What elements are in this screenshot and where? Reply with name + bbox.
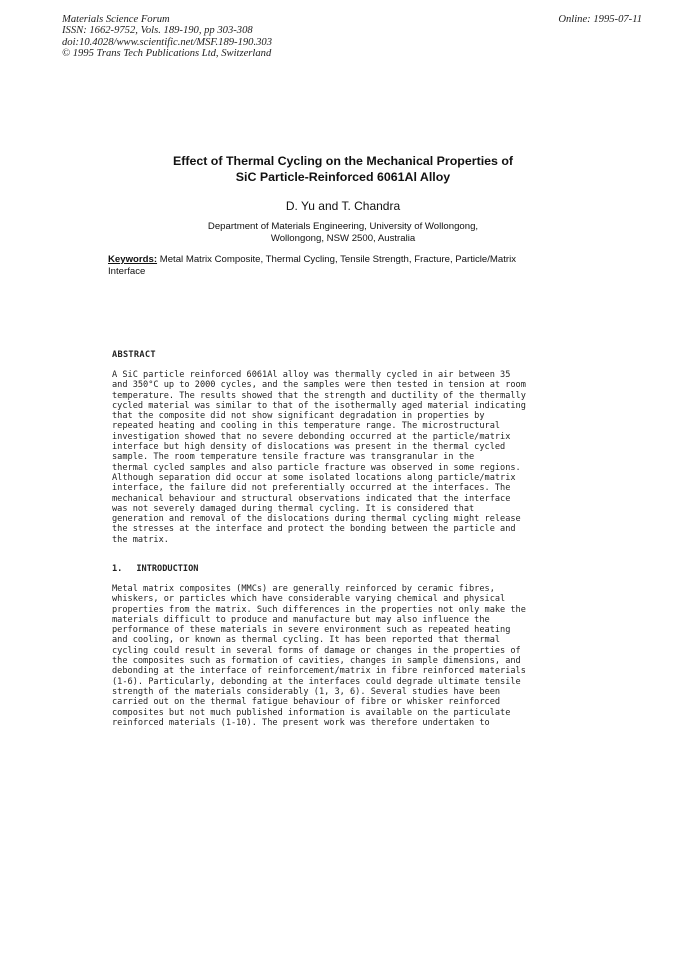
text-line: and 350°C up to 2000 cycles, and the samples were then tested in tension at room <box>112 380 526 391</box>
title-line: Effect of Thermal Cycling on the Mechanical Properties of <box>172 154 514 168</box>
text-line: repeated heating and cooling in this temperature range. The microstructural <box>112 421 501 432</box>
abstract-body <box>112 370 559 545</box>
section-number: 1. <box>112 564 123 574</box>
keywords-line: Interface <box>108 266 146 278</box>
text-line: the composites such as formation of cavities, changes in sample dimensions, and <box>112 656 521 667</box>
title-block <box>108 153 578 245</box>
title-line: SiC Particle-Reinforced 6061Al Alloy <box>235 170 451 184</box>
text-line: A SiC particle reinforced 6061Al alloy was thermally cycled in air between 35 <box>112 370 511 380</box>
authors: D. Yu and T. Chandra <box>285 199 401 213</box>
text-line: was not severely damaged during thermal cycling. It is considered that <box>112 503 475 514</box>
affiliation-line: Wollongong, NSW 2500, Australia <box>270 233 416 244</box>
keywords <box>108 254 560 279</box>
keywords-label: Keywords: <box>108 254 158 265</box>
text-line: (1-6). Particularly, debonding at the interfaces could degrade ultimate tensile <box>112 676 521 687</box>
text-line: debonding at the interface of reinforcement/matrix in fibre reinforced materials <box>112 666 526 677</box>
text-line: strength of the materials considerably (1, 3, 6). Several studies have been <box>112 686 501 697</box>
journal-name: Materials Science Forum <box>62 14 170 25</box>
text-line: temperature. The results showed that the strength and ductility of the thermally <box>112 390 526 401</box>
text-line: interface, the failure did not preferentially occurred at the interfaces. The <box>112 483 511 494</box>
text-line: whiskers, or particles which have considerable varying chemical and physical <box>112 594 506 605</box>
affiliation-line: Department of Materials Engineering, University of Wollongong, <box>207 221 479 232</box>
text-line: the stresses at the interface and protect the bonding between the particle and <box>112 524 516 535</box>
issn-line: ISSN: 1662-9752, Vols. 189-190, pp 303-308 <box>62 25 253 37</box>
text-line: investigation showed that no severe debonding occurred at the particle/matrix <box>112 431 511 442</box>
text-line: cycling could result in several forms of damage or changes in the properties of <box>112 645 521 656</box>
online-date: Online: 1995-07-11 <box>558 14 642 25</box>
text-line: generation and removal of the dislocations during thermal cycling might release <box>112 514 521 525</box>
copyright-line: © 1995 Trans Tech Publications Ltd, Switzerland <box>62 48 272 60</box>
introduction-body <box>112 584 559 728</box>
text-line: materials difficult to produce and manufacture but may also influence the <box>112 614 490 625</box>
text-line: properties from the matrix. Such differences in the properties not only make the <box>112 604 526 615</box>
text-line: Although separation did occur at some isolated locations along particle/matrix <box>112 472 516 483</box>
text-line: carried out on the thermal fatigue behaviour of fibre or whisker reinforced <box>112 697 501 708</box>
section-title: INTRODUCTION <box>136 564 199 574</box>
doi-line: doi:10.4028/www.scientific.net/MSF.189-190.303 <box>62 36 272 48</box>
introduction-heading <box>112 564 212 574</box>
text-line: mechanical behaviour and structural observations indicated that the interface <box>112 493 511 504</box>
text-line: sample. The room temperature tensile fracture was transgranular in the <box>112 452 475 463</box>
text-line: the matrix. <box>112 534 169 545</box>
paper-title <box>108 153 578 185</box>
keywords-text: Metal Matrix Composite, Thermal Cycling, Tensile Strength, Fracture, Particle/Matrix <box>157 254 517 265</box>
keywords-line <box>108 254 560 266</box>
text-line: composites but not much published information is available on the particulate <box>112 707 511 718</box>
abstract-heading: ABSTRACT <box>112 350 156 360</box>
text-line: reinforced materials (1-10). The present work was therefore undertaken to <box>112 717 490 728</box>
text-line: and cooling, or known as thermal cycling. It has been reported that thermal <box>112 635 501 646</box>
text-line: Metal matrix composites (MMCs) are generally reinforced by ceramic fibres, <box>112 584 495 594</box>
text-line: cycled material was similar to that of the isothermally aged material indicating <box>112 400 526 411</box>
text-line: that the composite did not show significant degradation in properties by <box>112 411 485 422</box>
text-line: thermal cycled samples and also particle fracture was observed in some regions. <box>112 462 521 473</box>
affiliation <box>108 221 578 245</box>
text-line: performance of these materials in severe environment such as repeated heating <box>112 625 511 636</box>
journal-citation <box>62 14 272 60</box>
text-line: interface but high density of dislocations was present in the thermal cycled <box>112 442 506 453</box>
